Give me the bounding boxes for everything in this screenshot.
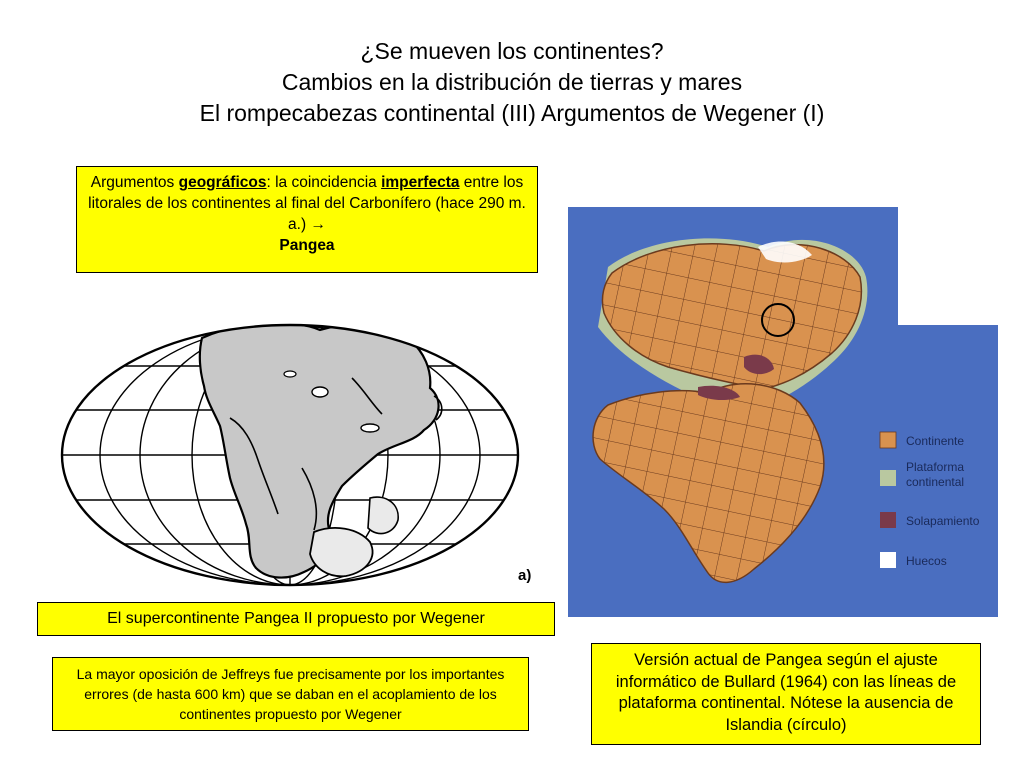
legend-swatch-huecos xyxy=(880,552,896,568)
globe-graticule xyxy=(52,318,548,588)
geo-keyword-pangea: Pangea xyxy=(279,237,335,254)
legend-swatch-continente xyxy=(880,432,896,448)
legend-label-plataforma-1: Plataforma xyxy=(906,460,965,474)
pangea-caption-box: El supercontinente Pangea II propuesto por Wegener xyxy=(37,602,555,636)
geo-keyword-imperfecta: imperfecta xyxy=(381,174,460,191)
legend-label-continente: Continente xyxy=(906,434,965,448)
geographic-arguments-box xyxy=(76,166,538,273)
title-line-1: ¿Se mueven los continentes? xyxy=(360,38,664,64)
legend-label-huecos: Huecos xyxy=(906,554,947,568)
geo-text-2: : la coincidencia xyxy=(266,174,382,191)
bullard-pangea-map xyxy=(568,207,998,617)
pangea-globe-figure xyxy=(52,318,548,588)
geo-text-3: entre los litorales de los continentes al final del Carbonífero (hace 290 m. a.) xyxy=(88,174,526,233)
legend-swatch-plataforma xyxy=(880,470,896,486)
legend-label-plataforma-2: continental xyxy=(906,475,965,489)
slide-title xyxy=(0,36,1024,129)
geo-keyword-geograficos: geográficos xyxy=(178,174,267,191)
jeffreys-note-box: La mayor oposición de Jeffreys fue precisamente por los importantes errores (de hasta 600 km) que se daban en el acoplamiento de los continentes propuesto por Wegener xyxy=(52,657,529,731)
arrow-icon: → xyxy=(310,216,326,233)
title-line-2: Cambios en la distribución de tierras y mares xyxy=(281,69,743,95)
bullard-version-box: Versión actual de Pangea según el ajuste informático de Bullard (1964) con las líneas de plataforma continental. Nótese la ausencia de Islandia (círculo) xyxy=(591,643,981,745)
title-line-3: El rompecabezas continental (III) Argumentos de Wegener (I) xyxy=(199,100,825,126)
figure-label: a) xyxy=(518,567,532,584)
legend-label-solapamiento: Solapamiento xyxy=(906,514,980,528)
geo-text-1: Argumentos xyxy=(90,174,179,191)
legend-swatch-solapamiento xyxy=(880,512,896,528)
